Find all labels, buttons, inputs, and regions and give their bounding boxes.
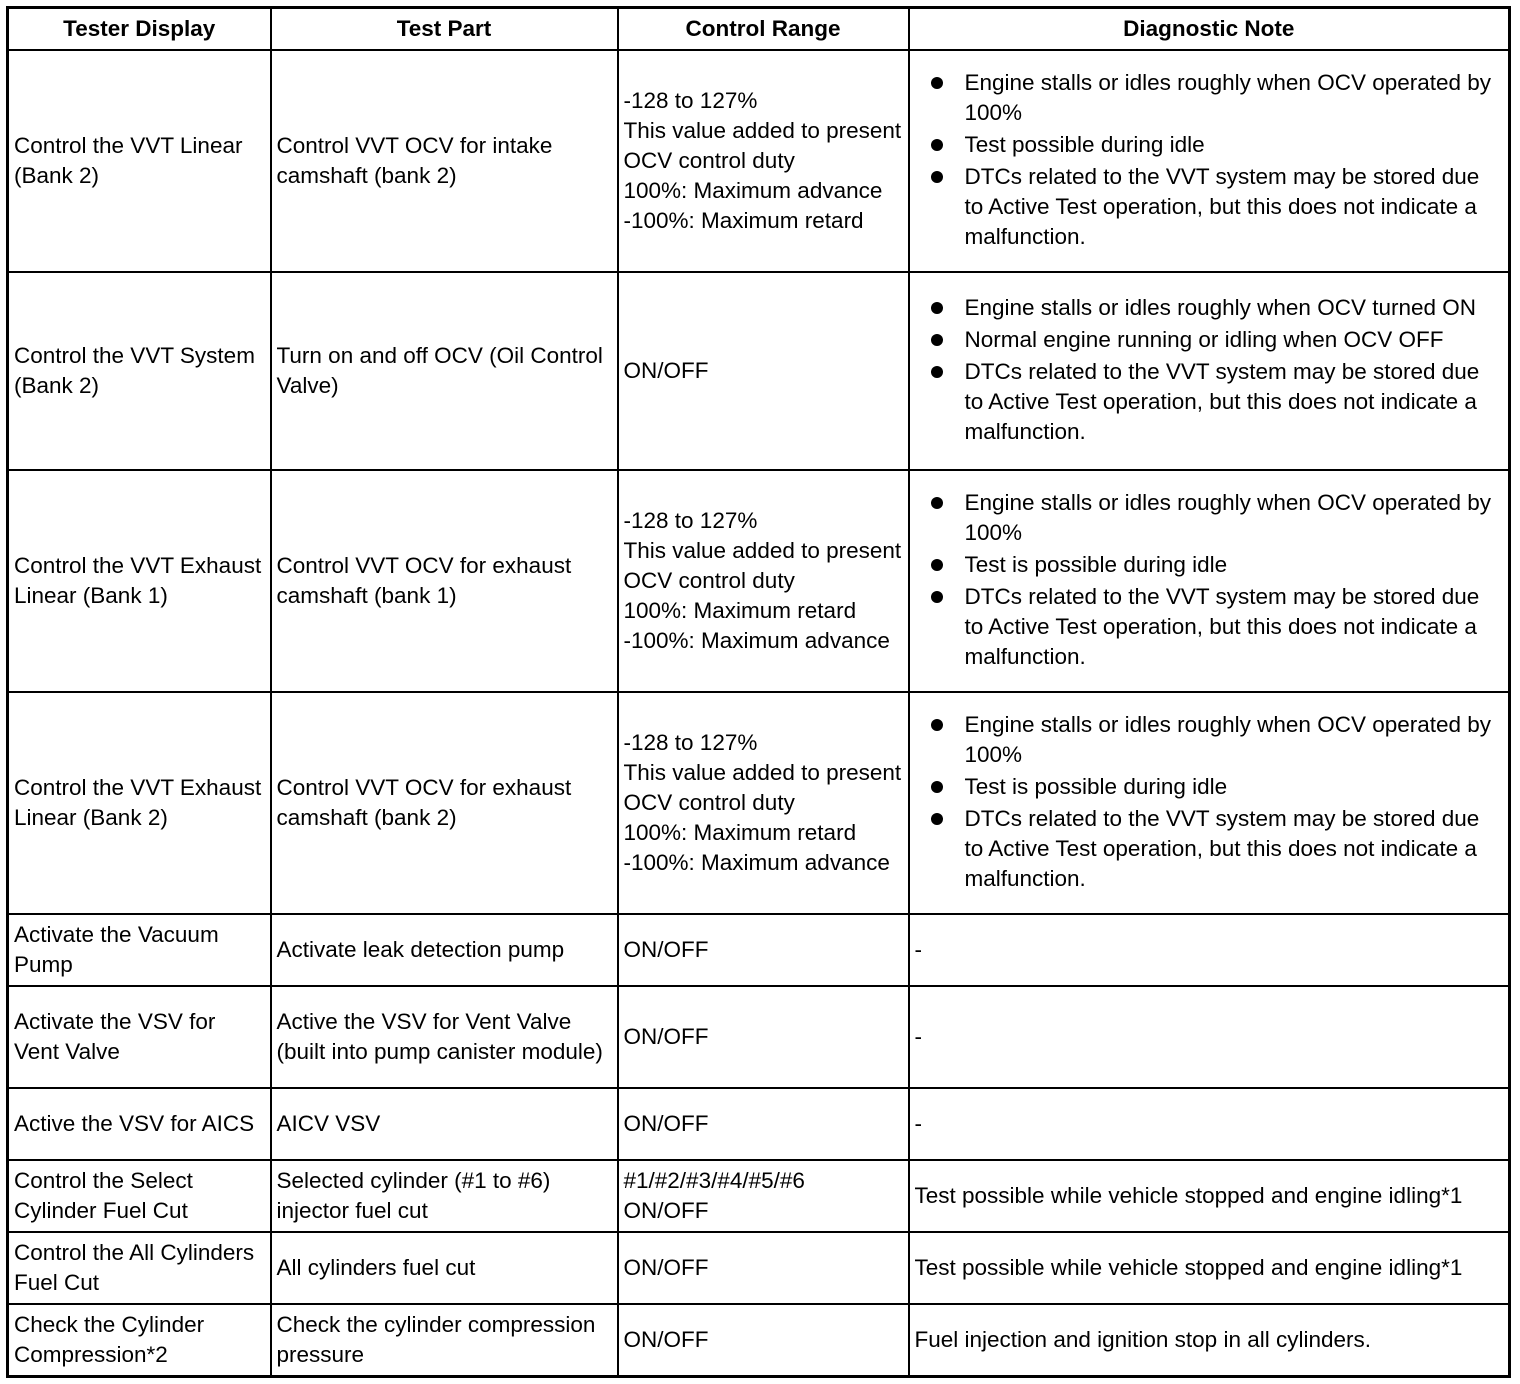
table-row [8,1232,1510,1304]
header-row [8,8,1510,51]
range-line: #1/#2/#3/#4/#5/#6 [623,1168,805,1193]
table-row [8,1160,1510,1232]
diagnostic-note-cell: Fuel injection and ignition stop in all cylinders. [909,1304,1510,1376]
bullet-icon [931,591,943,603]
control-range-cell [618,986,909,1088]
control-range-cell [618,1160,909,1232]
note-item [965,162,1504,252]
control-range-cell [618,1232,909,1304]
note-text: Engine stalls or idles roughly when OCV operated by 100% [964,712,1492,767]
range-line: -100%: Maximum retard [623,208,864,233]
note-text: Engine stalls or idles roughly when OCV operated by 100% [964,70,1492,125]
tester-display-cell: Control the VVT Linear (Bank 2) [8,50,271,272]
range-line: -100%: Maximum advance [623,850,890,875]
note-item [965,130,1504,160]
test-part-cell: Control VVT OCV for intake camshaft (bank 2) [271,50,618,272]
header-tester-display: Tester Display [8,8,271,51]
note-text: DTCs related to the VVT system may be stored due to Active Test operation, but this does not indicate a malfunction. [964,359,1480,444]
note-item [965,488,1504,548]
table-row [8,470,1510,692]
note-list [915,710,1504,894]
diagnostic-note-cell: Test possible while vehicle stopped and engine idling*1 [909,1160,1510,1232]
range-line: ON/OFF [623,1255,709,1280]
bullet-icon [931,497,943,509]
tester-display-cell: Active the VSV for AICS [8,1088,271,1160]
control-range-cell [618,50,909,272]
bullet-icon [931,334,943,346]
bullet-icon [931,813,943,825]
note-item [965,772,1504,802]
header-control-range: Control Range [618,8,909,51]
table-row [8,1088,1510,1160]
bullet-icon [931,719,943,731]
header-test-part: Test Part [271,8,618,51]
test-part-cell: Control VVT OCV for exhaust camshaft (bank 1) [271,470,618,692]
range-line: This value added to present OCV control duty [623,760,902,815]
tester-display-cell: Activate the Vacuum Pump [8,914,271,986]
range-line: ON/OFF [623,358,709,383]
note-list [915,488,1504,672]
range-line: ON/OFF [623,937,709,962]
range-line: -128 to 127% [623,730,758,755]
range-line: ON/OFF [623,1326,709,1352]
bullet-icon [931,139,943,151]
note-list [915,68,1504,252]
diagnostic-note-cell [909,272,1510,470]
test-part-cell: Check the cylinder compression pressure [271,1304,618,1376]
range-line: -128 to 127% [623,508,758,533]
table-row [8,986,1510,1088]
control-range-cell [618,470,909,692]
diagnostic-note-cell: - [909,986,1510,1088]
test-part-cell: Turn on and off OCV (Oil Control Valve) [271,272,618,470]
control-range-cell [618,272,909,470]
bullet-icon [931,77,943,89]
tester-display-cell: Check the Cylinder Compression*2 [8,1304,271,1376]
test-part-cell: Active the VSV for Vent Valve (built into pump canister module) [271,986,618,1088]
tester-display-cell: Control the VVT Exhaust Linear (Bank 1) [8,470,271,692]
range-line: -128 to 127% [623,88,758,113]
table-row [8,272,1510,470]
table-row [8,692,1510,914]
test-part-cell: Activate leak detection pump [271,914,618,986]
note-text: Engine stalls or idles roughly when OCV operated by 100% [964,490,1492,545]
table-row [8,914,1510,986]
note-item [965,804,1504,894]
diagnostic-note-cell: - [909,1088,1510,1160]
diagnostic-note-cell [909,692,1510,914]
control-range-cell [618,1304,909,1376]
table-row [8,50,1510,272]
control-range-cell [618,692,909,914]
note-item [965,325,1504,355]
note-item [965,357,1504,447]
note-list [915,293,1504,447]
note-text: DTCs related to the VVT system may be stored due to Active Test operation, but this does not indicate a malfunction. [964,164,1480,249]
note-item [965,68,1504,128]
tester-display-cell: Control the All Cylinders Fuel Cut [8,1232,271,1304]
bullet-icon [931,781,943,793]
note-item [965,710,1504,770]
note-text: DTCs related to the VVT system may be stored due to Active Test operation, but this does not indicate a malfunction. [964,806,1480,891]
test-part-cell: AICV VSV [271,1088,618,1160]
note-text: Test possible during idle [964,132,1205,157]
note-item [965,582,1504,672]
table-row [8,1304,1510,1376]
note-item [965,293,1504,323]
note-text: DTCs related to the VVT system may be stored due to Active Test operation, but this does not indicate a malfunction. [964,584,1480,669]
range-line: ON/OFF [623,1024,709,1049]
control-range-cell [618,1088,909,1160]
range-line: -100%: Maximum advance [623,628,890,653]
header-diagnostic-note: Diagnostic Note [909,8,1510,51]
tester-display-cell: Activate the VSV for Vent Valve [8,986,271,1088]
range-line: ON/OFF [623,1111,709,1136]
control-range-cell [618,914,909,986]
test-part-cell: Control VVT OCV for exhaust camshaft (bank 2) [271,692,618,914]
diagnostic-note-cell [909,470,1510,692]
note-text: Test is possible during idle [964,774,1228,799]
note-text: Normal engine running or idling when OCV OFF [964,327,1444,352]
diagnostic-note-cell: - [909,914,1510,986]
range-line: This value added to present OCV control duty [623,538,902,593]
test-part-cell: Selected cylinder (#1 to #6) injector fuel cut [271,1160,618,1232]
tester-display-cell: Control the VVT System (Bank 2) [8,272,271,470]
tester-display-cell: Control the Select Cylinder Fuel Cut [8,1160,271,1232]
active-test-table [6,6,1511,1378]
range-line: 100%: Maximum retard [623,598,857,623]
range-line: 100%: Maximum retard [623,820,857,845]
diagnostic-note-cell: Test possible while vehicle stopped and engine idling*1 [909,1232,1510,1304]
note-text: Test is possible during idle [964,552,1228,577]
tester-display-cell: Control the VVT Exhaust Linear (Bank 2) [8,692,271,914]
range-line: ON/OFF [623,1198,709,1223]
bullet-icon [931,302,943,314]
active-test-table-container [6,6,1508,1378]
bullet-icon [931,559,943,571]
range-line: 100%: Maximum advance [623,178,883,203]
test-part-cell: All cylinders fuel cut [271,1232,618,1304]
diagnostic-note-cell [909,50,1510,272]
bullet-icon [931,171,943,183]
note-item [965,550,1504,580]
note-text: Engine stalls or idles roughly when OCV turned ON [964,295,1477,320]
bullet-icon [931,366,943,378]
range-line: This value added to present OCV control duty [623,118,902,173]
